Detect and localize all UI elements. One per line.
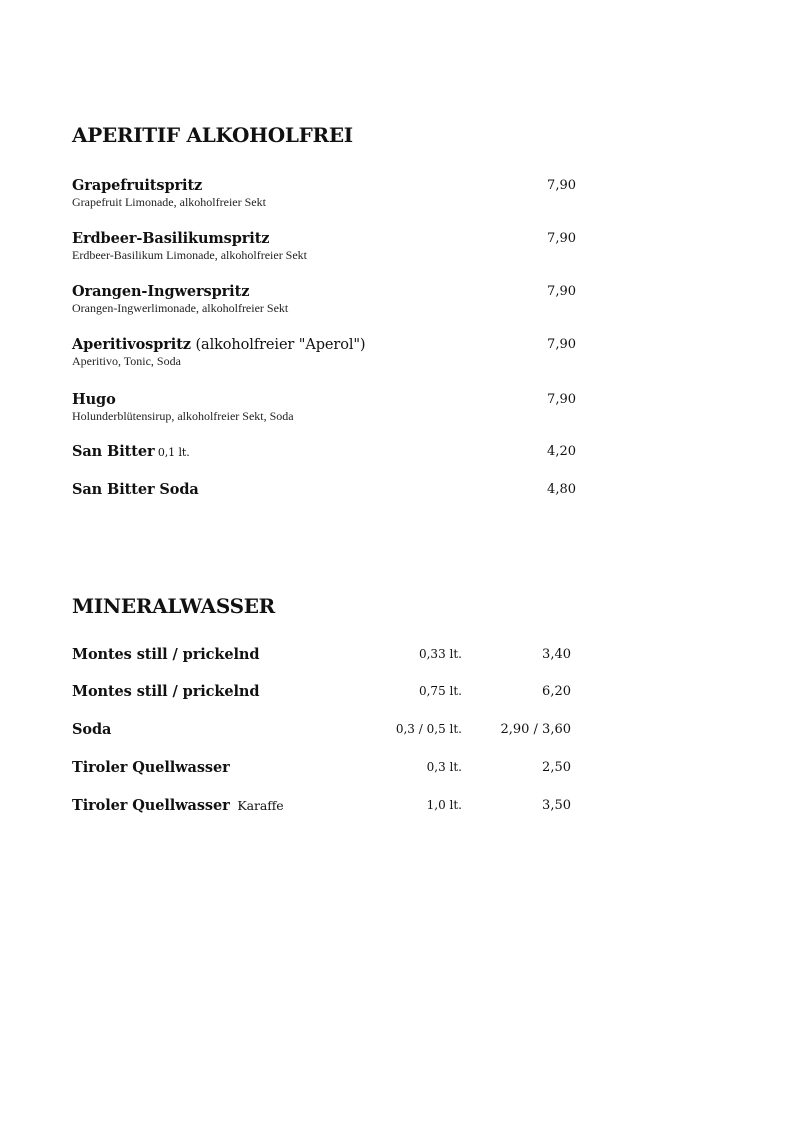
item-quantity: 0,3 / 0,5 lt.: [395, 722, 462, 736]
item-price: 3,40: [542, 647, 571, 662]
item-price: 7,90: [547, 178, 576, 193]
item-note: Karaffe: [229, 798, 284, 813]
item-quantity: 1,0 lt.: [426, 798, 462, 812]
item-quantity: 0,33 lt.: [418, 647, 462, 661]
item-name: San Bitter: [72, 443, 155, 460]
menu-item-erdbeer-basilikumspritz: [72, 230, 592, 263]
menu-item-montes-075: [72, 683, 592, 701]
menu-item-hugo: [72, 391, 592, 424]
item-price: 4,20: [547, 444, 576, 459]
menu-item-aperitivospritz: [72, 336, 592, 369]
item-name: Hugo: [72, 391, 116, 408]
item-volume: 0,1 lt.: [154, 446, 190, 459]
item-price: 7,90: [547, 392, 576, 407]
item-description: Holunderblütensirup, alkoholfreier Sekt, Soda: [72, 409, 294, 423]
item-name: Montes still / prickelnd: [72, 646, 260, 663]
item-price: 7,90: [547, 284, 576, 299]
item-price: 7,90: [547, 337, 576, 352]
item-name: Montes still / prickelnd: [72, 683, 260, 700]
item-price: 2,50: [542, 760, 571, 775]
item-name-line: [72, 443, 592, 462]
section-title-aperitif: APERITIF ALKOHOLFREI: [72, 123, 353, 147]
section-title-mineralwasser: MINERALWASSER: [72, 594, 275, 618]
item-note: (alkoholfreier "Aperol"): [190, 337, 366, 353]
item-name: Soda: [72, 721, 112, 738]
item-description: Grapefruit Limonade, alkoholfreier Sekt: [72, 195, 266, 209]
item-name: Tiroler Quellwasser: [72, 797, 230, 814]
item-price: 7,90: [547, 231, 576, 246]
item-price: 2,90 / 3,60: [500, 722, 571, 737]
item-name-line: [72, 336, 592, 354]
item-quantity: 0,3 lt.: [426, 760, 462, 774]
item-description: Aperitivo, Tonic, Soda: [72, 354, 181, 368]
item-price: 4,80: [547, 482, 576, 497]
menu-item-orangen-ingwerspritz: [72, 283, 592, 316]
item-name: Tiroler Quellwasser: [72, 759, 230, 776]
item-price: 6,20: [542, 684, 571, 699]
item-name-line: [72, 797, 592, 815]
item-name: Erdbeer-Basilikumspritz: [72, 230, 270, 247]
menu-item-tiroler-quellwasser: [72, 759, 592, 777]
menu-item-san-bitter-soda: [72, 481, 592, 499]
item-name: Aperitivospritz: [72, 336, 191, 353]
menu-item-montes-033: [72, 646, 592, 664]
item-name: Orangen-Ingwerspritz: [72, 283, 250, 300]
menu-item-san-bitter: [72, 443, 592, 462]
item-description: Erdbeer-Basilikum Limonade, alkoholfreier Sekt: [72, 248, 308, 262]
item-name: Grapefruitspritz: [72, 177, 203, 194]
item-price: 3,50: [542, 798, 571, 813]
item-description: Orangen-Ingwerlimonade, alkoholfreier Sekt: [72, 301, 289, 315]
item-name: San Bitter Soda: [72, 481, 199, 498]
menu-item-tiroler-quellwasser-karaffe: [72, 797, 592, 815]
item-quantity: 0,75 lt.: [418, 684, 462, 698]
menu-item-grapefruitspritz: [72, 177, 592, 210]
menu-item-soda: [72, 721, 592, 739]
